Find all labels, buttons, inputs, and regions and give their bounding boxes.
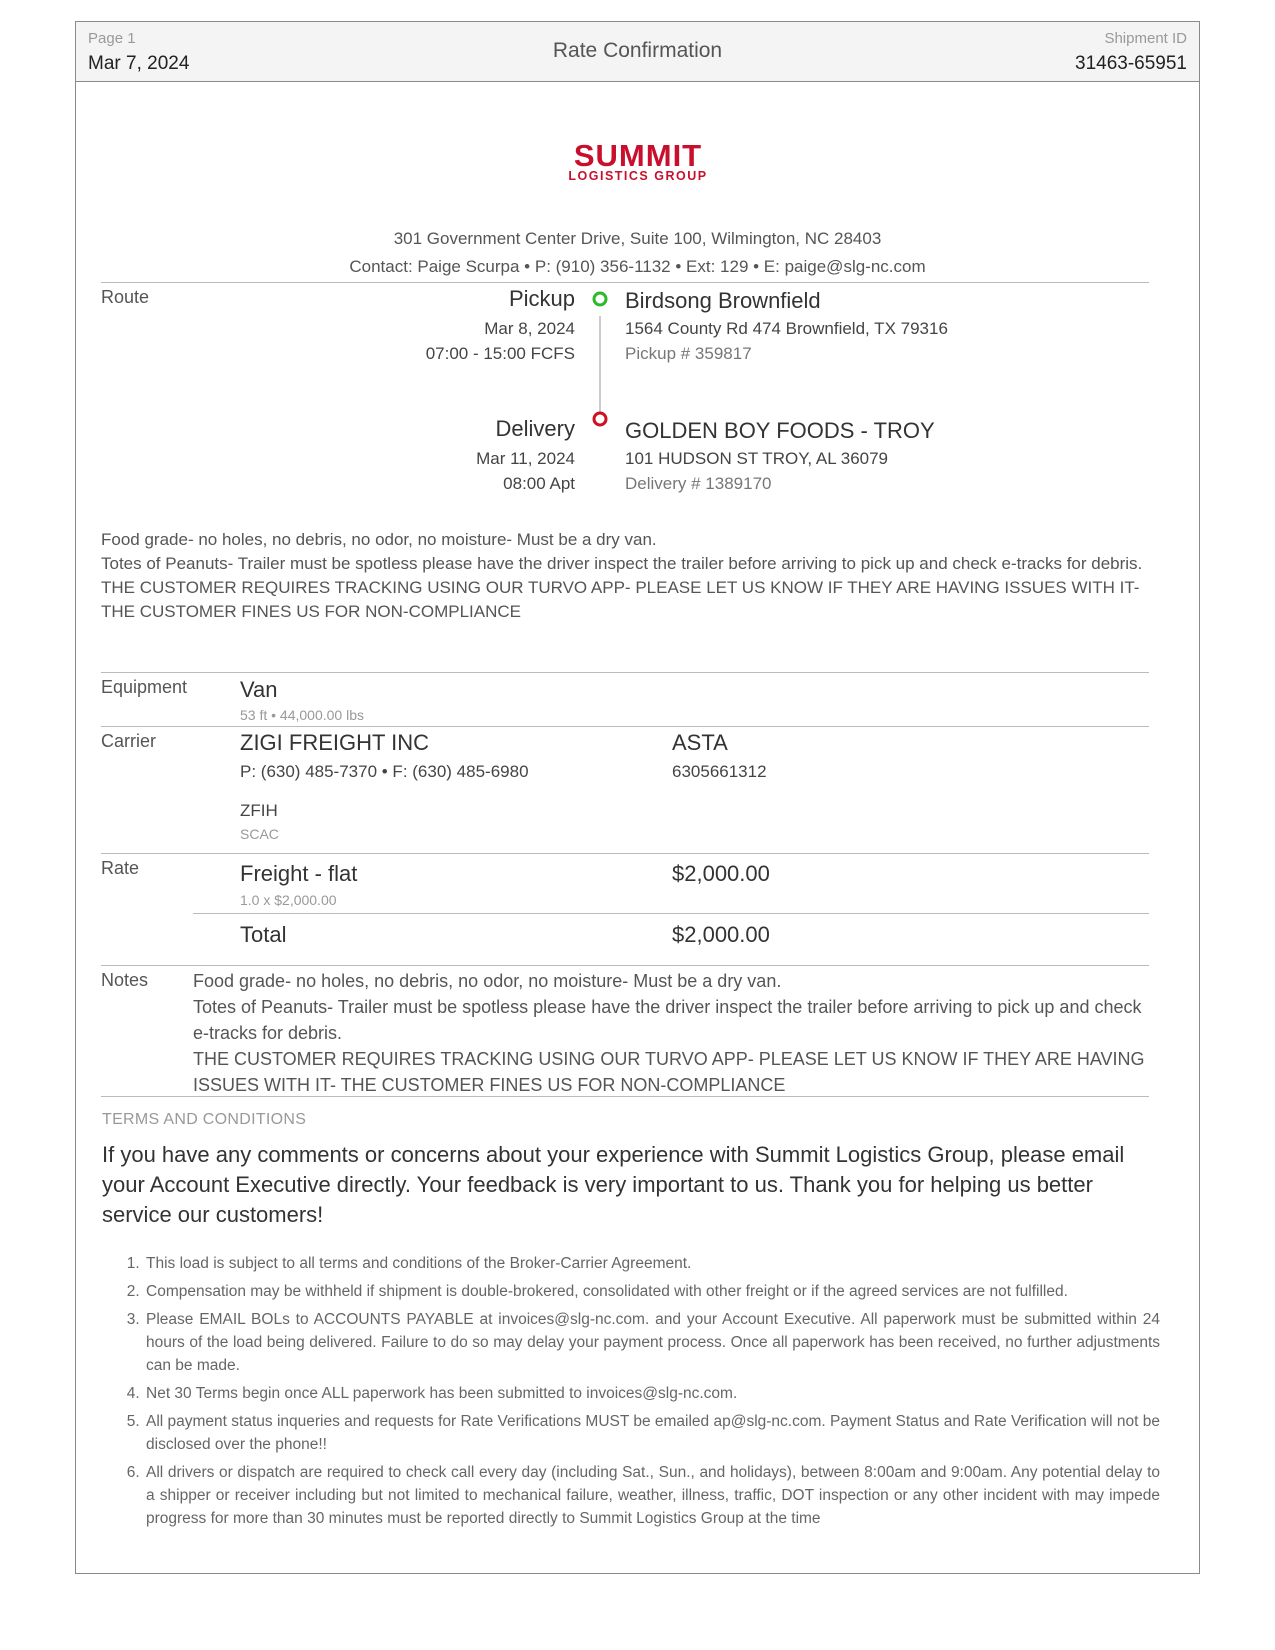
rate-line-name: Freight - flat <box>240 861 358 886</box>
document-date: Mar 7, 2024 <box>88 53 190 74</box>
divider <box>101 726 1149 727</box>
page-title: Rate Confirmation <box>552 39 723 62</box>
note-line: THE CUSTOMER REQUIRES TRACKING USING OUR TURVO APP- PLEASE LET US KNOW IF THEY ARE HAVING ISSUES WITH IT- THE CUSTOMER FINES US FOR NON-COMPLIANCE <box>193 1049 1145 1095</box>
note-line: Totes of Peanuts- Trailer must be spotless please have the driver inspect the trailer before arriving to pick up and check e-tracks for debris. <box>193 997 1142 1043</box>
instruction-line: THE CUSTOMER REQUIRES TRACKING USING OUR TURVO APP- PLEASE LET US KNOW IF THEY ARE HAVING ISSUES WITH IT- THE CUSTOMER FINES US FOR NON-COMPLIANCE <box>101 578 1140 621</box>
company-logo <box>0 140 1275 187</box>
instruction-line: Totes of Peanuts- Trailer must be spotless please have the driver inspect the trailer before arriving to pick up and check e-tracks for debris. <box>101 554 1143 573</box>
pickup-location-name: Birdsong Brownfield <box>625 288 821 313</box>
company-contact: Contact: Paige Scurpa • P: (910) 356-1132 • Ext: 129 • E: paige@slg-nc.com <box>349 257 926 276</box>
note-line: Food grade- no holes, no debris, no odor, no moisture- Must be a dry van. <box>193 971 782 991</box>
delivery-time: 08:00 Apt <box>503 474 575 493</box>
divider <box>101 282 1149 283</box>
equipment-type: Van <box>240 677 278 702</box>
terms-lead: If you have any comments or concerns about your experience with Summit Logistics Group, please email your Account Executive directly. Your feedback is very important to us. Thank you for helping us better service our customers! <box>102 1142 1125 1227</box>
company-address-block <box>0 225 1275 281</box>
terms-item: 1. This load is subject to all terms and conditions of the Broker-Carrier Agreement. <box>144 1252 1160 1275</box>
route-timeline <box>590 290 612 430</box>
rate-total-amount: $2,000.00 <box>672 922 770 947</box>
page-number: Page 1 <box>88 30 136 47</box>
carrier-contact-phone: 6305661312 <box>672 762 767 781</box>
logo-sub-text: LOGISTICS GROUP <box>567 169 708 182</box>
pickup-time: 07:00 - 15:00 FCFS <box>425 344 575 363</box>
pickup-date: Mar 8, 2024 <box>484 319 575 338</box>
pickup-address: 1564 County Rd 474 Brownfield, TX 79316 <box>625 319 948 338</box>
rate-line-calc: 1.0 x $2,000.00 <box>240 892 337 908</box>
rate-label: Rate <box>101 858 140 878</box>
carrier-name: ZIGI FREIGHT INC <box>240 730 430 755</box>
terms-item: 6. All drivers or dispatch are required to check call every day (including Sat., Sun., and holidays), between 8:00am and 9:00am. Any potential delay to a shipper or receiver including but not limited to mechanical failure, weather, illness, traffic, DOT inspection or any other incident with may impede progress for more than 30 minutes must be reported directly to Summit Logistics Group at the time <box>144 1461 1160 1530</box>
special-instructions <box>101 528 1156 624</box>
shipment-id: 31463-65951 <box>1075 53 1187 74</box>
divider <box>101 853 1149 854</box>
divider <box>101 965 1149 966</box>
rate-total-label: Total <box>240 922 287 947</box>
carrier-scac-label: SCAC <box>240 826 279 842</box>
delivery-date: Mar 11, 2024 <box>476 449 575 468</box>
instruction-line: Food grade- no holes, no debris, no odor, no moisture- Must be a dry van. <box>101 530 657 549</box>
pickup-reference: Pickup # 359817 <box>625 344 752 363</box>
page-header <box>76 22 1199 82</box>
pickup-marker-icon <box>594 293 606 305</box>
delivery-address: 101 HUDSON ST TROY, AL 36079 <box>625 449 889 468</box>
terms-list <box>102 1252 1160 1535</box>
terms-item: 3. Please EMAIL BOLs to ACCOUNTS PAYABLE at invoices@slg-nc.com. and your Account Executive. All paperwork must be submitted within 24 hours of the load being delivered. Failure to do so may delay your payment process. Once all paperwork has been received, no further adjustments can be made. <box>144 1308 1160 1377</box>
delivery-type: Delivery <box>495 416 575 441</box>
terms-item: 5. All payment status inqueries and requests for Rate Verifications MUST be emailed ap@slg-nc.com. Payment Status and Rate Verification will not be disclosed over the phone!! <box>144 1410 1160 1456</box>
terms-item: 4. Net 30 Terms begin once ALL paperwork has been submitted to invoices@slg-nc.com. <box>144 1382 1160 1405</box>
divider <box>193 913 1149 914</box>
divider <box>101 1096 1149 1097</box>
carrier-label: Carrier <box>101 731 157 751</box>
equipment-label: Equipment <box>101 677 188 697</box>
route-label: Route <box>101 287 150 307</box>
notes-text <box>193 968 1153 1098</box>
rate-line-amount: $2,000.00 <box>672 861 770 886</box>
shipment-id-label: Shipment ID <box>1104 30 1187 47</box>
divider <box>101 672 1149 673</box>
company-address: 301 Government Center Drive, Suite 100, Wilmington, NC 28403 <box>393 229 882 248</box>
notes-label: Notes <box>101 970 149 990</box>
terms-item: 2. Compensation may be withheld if shipment is double-brokered, consolidated with other freight or if the agreed services are not fulfilled. <box>144 1280 1160 1303</box>
equipment-details: 53 ft • 44,000.00 lbs <box>240 707 364 723</box>
delivery-marker-icon <box>594 413 606 425</box>
summit-logo-graphic <box>548 140 728 182</box>
pickup-type: Pickup <box>508 286 575 311</box>
logo-main-text: SUMMIT <box>573 140 702 173</box>
terms-heading: TERMS AND CONDITIONS <box>102 1111 307 1128</box>
carrier-contact-name: ASTA <box>672 730 728 755</box>
carrier-phones: P: (630) 485-7370 • F: (630) 485-6980 <box>240 762 529 781</box>
carrier-scac: ZFIH <box>240 801 278 820</box>
delivery-location-name: GOLDEN BOY FOODS - TROY <box>625 418 935 443</box>
page-bottom-margin <box>0 1574 1275 1650</box>
delivery-reference: Delivery # 1389170 <box>625 474 772 493</box>
